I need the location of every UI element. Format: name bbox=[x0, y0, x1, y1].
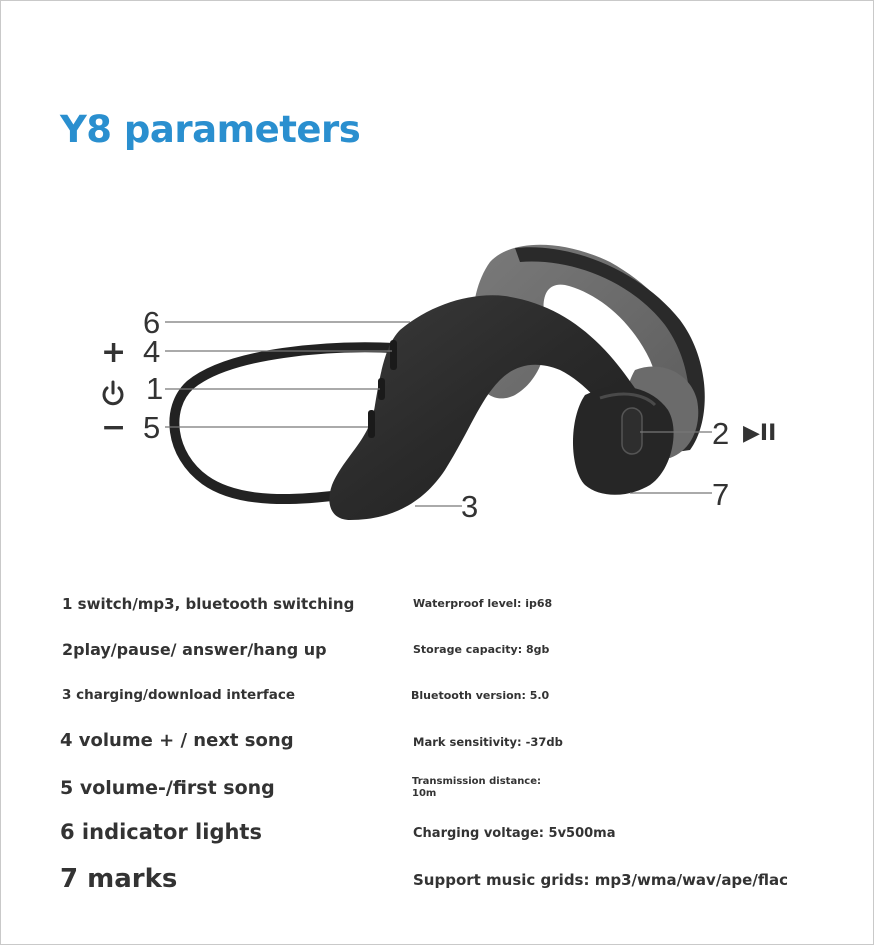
spec-charging: Charging voltage: 5v500ma bbox=[413, 826, 616, 841]
spec-transmission-value: 10m bbox=[412, 788, 437, 799]
feature-7: 7 marks bbox=[60, 864, 178, 894]
spec-transmission-label: Transmission distance: bbox=[412, 776, 542, 787]
multifunction-button bbox=[622, 408, 642, 454]
callout-3: 3 bbox=[461, 489, 479, 524]
callout-1: 1 bbox=[146, 371, 164, 406]
plus-symbol: + bbox=[101, 335, 127, 370]
feature-1: 1 switch/mp3, bluetooth switching bbox=[62, 595, 355, 613]
feature-4: 4 volume + / next song bbox=[60, 730, 294, 751]
callout-5: 5 bbox=[143, 410, 161, 445]
power-icon bbox=[104, 382, 122, 404]
feature-5: 5 volume-/first song bbox=[60, 777, 275, 799]
spec-bluetooth: Bluetooth version: 5.0 bbox=[411, 689, 550, 702]
feature-3: 3 charging/download interface bbox=[62, 687, 296, 703]
callout-7: 7 bbox=[712, 477, 730, 512]
callout-4: 4 bbox=[143, 334, 161, 369]
spec-sensitivity: Mark sensitivity: -37db bbox=[413, 735, 563, 749]
callout-2: 2 bbox=[712, 416, 730, 451]
feature-6: 6 indicator lights bbox=[60, 820, 262, 844]
page-title: Y8 parameters bbox=[60, 108, 361, 151]
callout-6: 6 bbox=[143, 305, 161, 340]
spec-storage: Storage capacity: 8gb bbox=[413, 643, 550, 656]
feature-2: 2play/pause/ answer/hang up bbox=[62, 640, 327, 659]
spec-waterproof: Waterproof level: ip68 bbox=[413, 597, 553, 610]
minus-symbol: − bbox=[101, 410, 127, 445]
play-pause-icon: ▶II bbox=[743, 421, 777, 446]
side-button-minus bbox=[368, 410, 375, 438]
side-button-plus bbox=[390, 340, 397, 370]
spec-music-formats: Support music grids: mp3/wma/wav/ape/flac bbox=[413, 871, 788, 889]
